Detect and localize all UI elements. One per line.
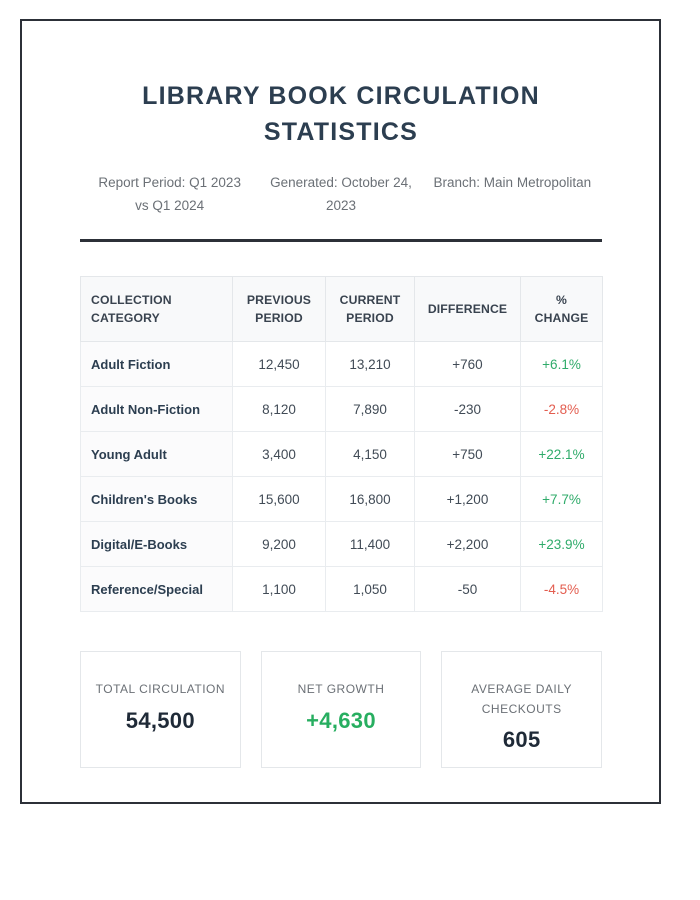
column-header-percent-change: % CHANGE — [521, 276, 603, 342]
cell-percent-change: +23.9% — [521, 522, 603, 567]
cell-difference: +750 — [415, 432, 521, 477]
card-value: +4,630 — [306, 707, 376, 733]
summary-card-net-growth — [261, 651, 422, 768]
column-header-difference: DIFFERENCE — [415, 276, 521, 342]
cell-difference: +760 — [415, 342, 521, 387]
report-meta-row — [80, 171, 602, 218]
column-header-category: COLLECTION CATEGORY — [81, 276, 233, 342]
cell-percent-change: +7.7% — [521, 477, 603, 522]
table-row — [81, 567, 603, 612]
cell-current: 4,150 — [326, 432, 415, 477]
cell-current: 13,210 — [326, 342, 415, 387]
table-row — [81, 432, 603, 477]
report-content — [80, 21, 602, 768]
cell-current: 1,050 — [326, 567, 415, 612]
cell-percent-change: -2.8% — [521, 387, 603, 432]
meta-generated-date: Generated: October 24, 2023 — [270, 174, 412, 214]
cell-previous: 15,600 — [233, 477, 326, 522]
cell-current: 11,400 — [326, 522, 415, 567]
cell-difference: +2,200 — [415, 522, 521, 567]
card-label: TOTAL CIRCULATION — [95, 682, 226, 697]
table-row — [81, 477, 603, 522]
header-divider — [80, 239, 602, 242]
column-header-current-period: CURRENT PERIOD — [326, 276, 415, 342]
cell-category: Young Adult — [81, 432, 233, 477]
circulation-statistics-table — [80, 276, 603, 613]
cell-current: 7,890 — [326, 387, 415, 432]
cell-current: 16,800 — [326, 477, 415, 522]
cell-difference: +1,200 — [415, 477, 521, 522]
cell-percent-change: +22.1% — [521, 432, 603, 477]
meta-report-period: Report Period: Q1 2023 vs Q1 2024 — [98, 174, 241, 214]
cell-percent-change: -4.5% — [521, 567, 603, 612]
column-header-previous-period: PREVIOUS PERIOD — [233, 276, 326, 342]
summary-cards — [80, 651, 602, 768]
card-label: AVERAGE DAILY CHECKOUTS — [471, 682, 573, 716]
cell-previous: 1,100 — [233, 567, 326, 612]
card-value: 54,500 — [125, 707, 195, 733]
cell-previous: 3,400 — [233, 432, 326, 477]
summary-card-average-daily-checkouts — [441, 651, 602, 768]
table-row — [81, 522, 603, 567]
report-page — [20, 19, 661, 804]
table-header-row — [81, 276, 603, 342]
cell-previous: 12,450 — [233, 342, 326, 387]
table-row — [81, 387, 603, 432]
cell-previous: 8,120 — [233, 387, 326, 432]
page-title: LIBRARY BOOK CIRCULATION STATISTICS — [142, 82, 540, 147]
cell-previous: 9,200 — [233, 522, 326, 567]
cell-category: Adult Non-Fiction — [81, 387, 233, 432]
table-header — [81, 276, 603, 342]
card-label: NET GROWTH — [297, 682, 385, 697]
summary-card-total-circulation — [80, 651, 241, 768]
card-value: 605 — [502, 726, 541, 752]
table-row — [81, 342, 603, 387]
cell-category: Children's Books — [81, 477, 233, 522]
cell-difference: -230 — [415, 387, 521, 432]
cell-difference: -50 — [415, 567, 521, 612]
cell-category: Reference/Special — [81, 567, 233, 612]
cell-category: Digital/E-Books — [81, 522, 233, 567]
cell-percent-change: +6.1% — [521, 342, 603, 387]
meta-branch: Branch: Main Metropolitan — [433, 174, 592, 190]
table-body — [81, 342, 603, 612]
cell-category: Adult Fiction — [81, 342, 233, 387]
